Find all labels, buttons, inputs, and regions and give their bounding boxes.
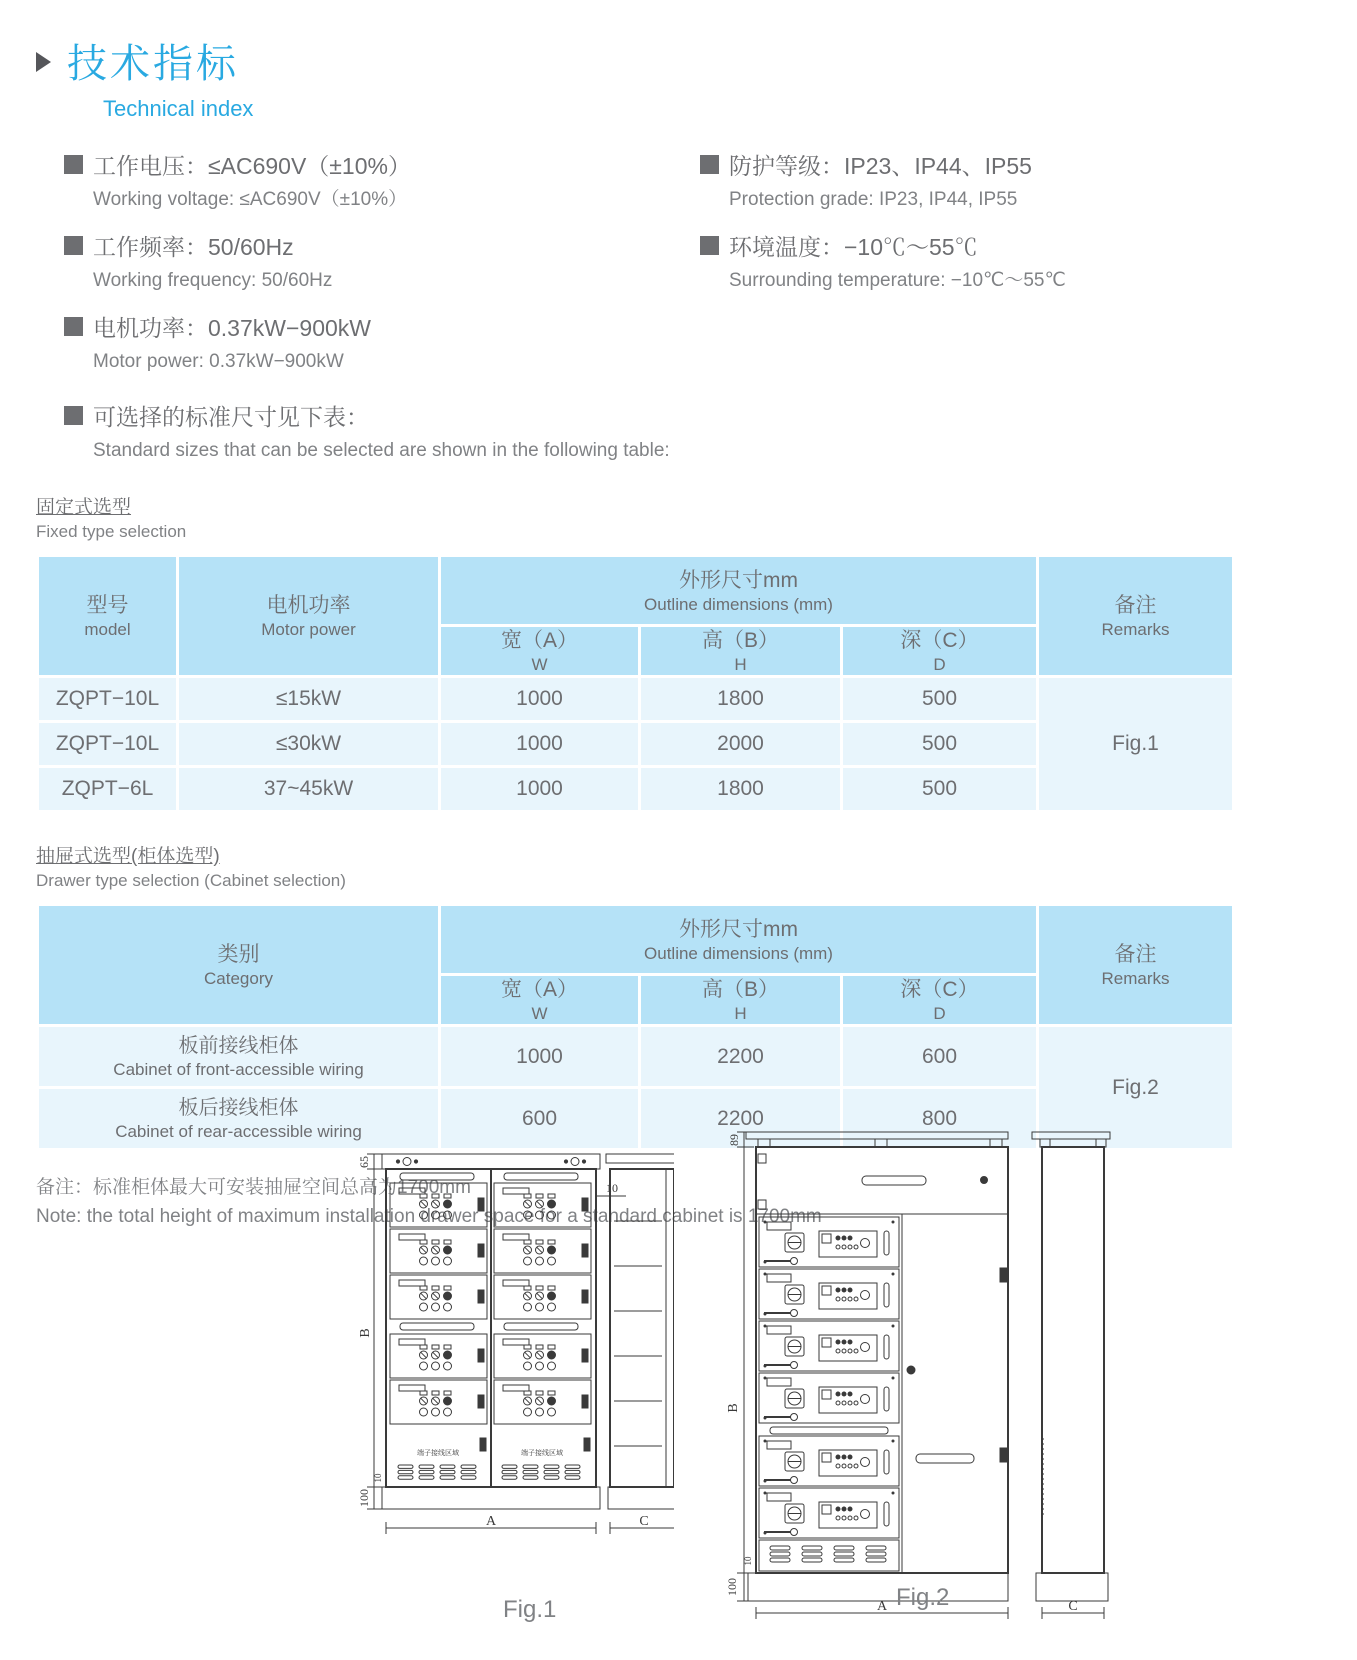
drawer-selection-label-en: Drawer type selection (Cabinet selection) — [36, 871, 346, 890]
cell-remark: Fig.2 — [1038, 1026, 1234, 1150]
col-header-width: 宽（A） W — [440, 626, 640, 677]
cell-motor: ≤15kW — [178, 677, 440, 722]
fig1-terminal-label: 端子接线区域 — [521, 1449, 563, 1457]
cell-depth: 500 — [842, 722, 1038, 767]
col-header-depth: 深（C） D — [842, 626, 1038, 677]
spec-cn-text: 工作电压：≤AC690V（±10%） — [93, 152, 411, 179]
section-arrow-icon — [36, 52, 51, 72]
spec-en-text: Surrounding temperature: −10℃～55℃ — [729, 270, 1066, 291]
fig1-dim-cap: 65 — [357, 1156, 371, 1168]
cell-depth: 600 — [842, 1026, 1038, 1088]
fig2-dim-height: B — [726, 1403, 741, 1413]
col-header-category: 类别 Category — [38, 905, 440, 1026]
cell-category: 板后接线柜体 Cabinet of rear-accessible wiring — [38, 1088, 440, 1150]
spec-cn-text: 可选择的标准尺寸见下表： — [93, 403, 369, 430]
drawer-selection-table — [36, 903, 1235, 1151]
col-header-height: 高（B） H — [640, 975, 842, 1026]
col-header-motor-power: 电机功率 Motor power — [178, 556, 440, 677]
bullet-square-icon — [700, 236, 719, 255]
cell-model: ZQPT−6L — [38, 767, 178, 812]
spec-en-text: Protection grade: IP23, IP44, IP55 — [729, 189, 1018, 210]
spec-column-right — [700, 144, 1357, 387]
drawer-selection-label — [36, 841, 1357, 891]
page-header — [0, 0, 1357, 122]
cell-depth: 800 — [842, 1088, 1038, 1150]
cell-height: 2200 — [640, 1026, 842, 1088]
spec-cn-text: 环境温度：−10℃～55℃ — [729, 233, 978, 260]
fig1-dim-width: A — [485, 1514, 497, 1529]
fig1-technical-drawing — [344, 1138, 674, 1608]
col-header-depth: 深（C） D — [842, 975, 1038, 1026]
fixed-selection-label-en: Fixed type selection — [36, 522, 187, 541]
spec-en-text: Working voltage: ≤AC690V（±10%） — [93, 189, 408, 210]
cell-height: 2000 — [640, 722, 842, 767]
cell-model: ZQPT−10L — [38, 722, 178, 767]
fig2-dim-cap: 89 — [727, 1134, 741, 1146]
bullet-square-icon — [700, 155, 719, 174]
cell-width: 1000 — [440, 722, 640, 767]
cell-model: ZQPT−10L — [38, 677, 178, 722]
spec-table-intro — [64, 395, 1357, 464]
spec-protection-grade — [700, 144, 1357, 213]
spec-cn-text: 电机功率：0.37kW−900kW — [93, 314, 371, 341]
fig2-technical-drawing — [712, 1118, 1112, 1623]
page-title-cn: 技术指标 — [67, 42, 239, 86]
fig1-dim-gap: 10 — [373, 1473, 383, 1483]
bullet-square-icon — [64, 236, 83, 255]
drawer-selection-label-cn: 抽屉式选型(柜体选型) — [36, 846, 220, 867]
spec-working-frequency — [64, 225, 700, 294]
spec-surrounding-temperature — [700, 225, 1357, 294]
spec-motor-power — [64, 306, 700, 375]
cell-height: 2200 — [640, 1088, 842, 1150]
fig1-terminal-label: 端子接线区域 — [417, 1449, 459, 1457]
page-title-en: Technical index — [103, 96, 254, 121]
spec-cn-text: 工作频率：50/60Hz — [93, 233, 294, 260]
cell-width: 600 — [440, 1088, 640, 1150]
fig2-caption: Fig.2 — [896, 1584, 950, 1611]
fig2-dim-base: 100 — [725, 1578, 739, 1596]
col-header-outline-dimensions: 外形尺寸mm Outline dimensions (mm) — [440, 556, 1038, 626]
fig1-caption: Fig.1 — [503, 1596, 557, 1623]
col-header-height: 高（B） H — [640, 626, 842, 677]
cell-motor: 37~45kW — [178, 767, 440, 812]
fig2-dim-depth: C — [1068, 1599, 1078, 1614]
spec-working-voltage — [64, 144, 700, 213]
table-row — [38, 677, 1234, 722]
spec-column-left — [64, 144, 700, 387]
spec-en-text: Standard sizes that can be selected are shown in the following table: — [93, 440, 670, 461]
fixed-selection-label-cn: 固定式选型 — [36, 497, 132, 518]
cell-depth: 500 — [842, 677, 1038, 722]
spec-cn-text: 防护等级：IP23、IP44、IP55 — [729, 152, 1032, 179]
fig2-dim-width: A — [876, 1599, 888, 1614]
cell-width: 1000 — [440, 767, 640, 812]
cell-width: 1000 — [440, 1026, 640, 1088]
figures-area — [0, 1118, 1357, 1660]
bullet-square-icon — [64, 155, 83, 174]
cabinet-note-cn: 备注：标准柜体最大可安装抽屉空间总高为1700mm — [36, 1177, 471, 1198]
cell-height: 1800 — [640, 767, 842, 812]
fig2-dim-gap: 10 — [743, 1556, 753, 1566]
bullet-square-icon — [64, 406, 83, 425]
cabinet-note-en: Note: the total height of maximum installation drawer space for a standard cabinet is 1700mm — [36, 1206, 822, 1227]
fixed-selection-label — [36, 492, 1357, 542]
cell-motor: ≤30kW — [178, 722, 440, 767]
table-row — [38, 1026, 1234, 1088]
fig1-dim-depth: C — [639, 1514, 649, 1529]
bullet-square-icon — [64, 317, 83, 336]
fig1-dim-top-right: 10 — [606, 1181, 618, 1195]
col-header-remarks: 备注 Remarks — [1038, 905, 1234, 1026]
spec-en-text: Working frequency: 50/60Hz — [93, 270, 333, 291]
cell-width: 1000 — [440, 677, 640, 722]
cell-depth: 500 — [842, 767, 1038, 812]
col-header-remarks: 备注 Remarks — [1038, 556, 1234, 677]
spec-en-text: Motor power: 0.37kW−900kW — [93, 351, 344, 372]
col-header-width: 宽（A） W — [440, 975, 640, 1026]
cell-height: 1800 — [640, 677, 842, 722]
fig1-dim-height: B — [358, 1328, 373, 1338]
cell-remark: Fig.1 — [1038, 677, 1234, 812]
col-header-outline-dimensions: 外形尺寸mm Outline dimensions (mm) — [440, 905, 1038, 975]
cell-category: 板前接线柜体 Cabinet of front-accessible wiring — [38, 1026, 440, 1088]
fixed-selection-table — [36, 554, 1235, 813]
spec-list — [64, 144, 1357, 387]
col-header-model: 型号 model — [38, 556, 178, 677]
fig1-dim-base: 100 — [357, 1489, 371, 1507]
